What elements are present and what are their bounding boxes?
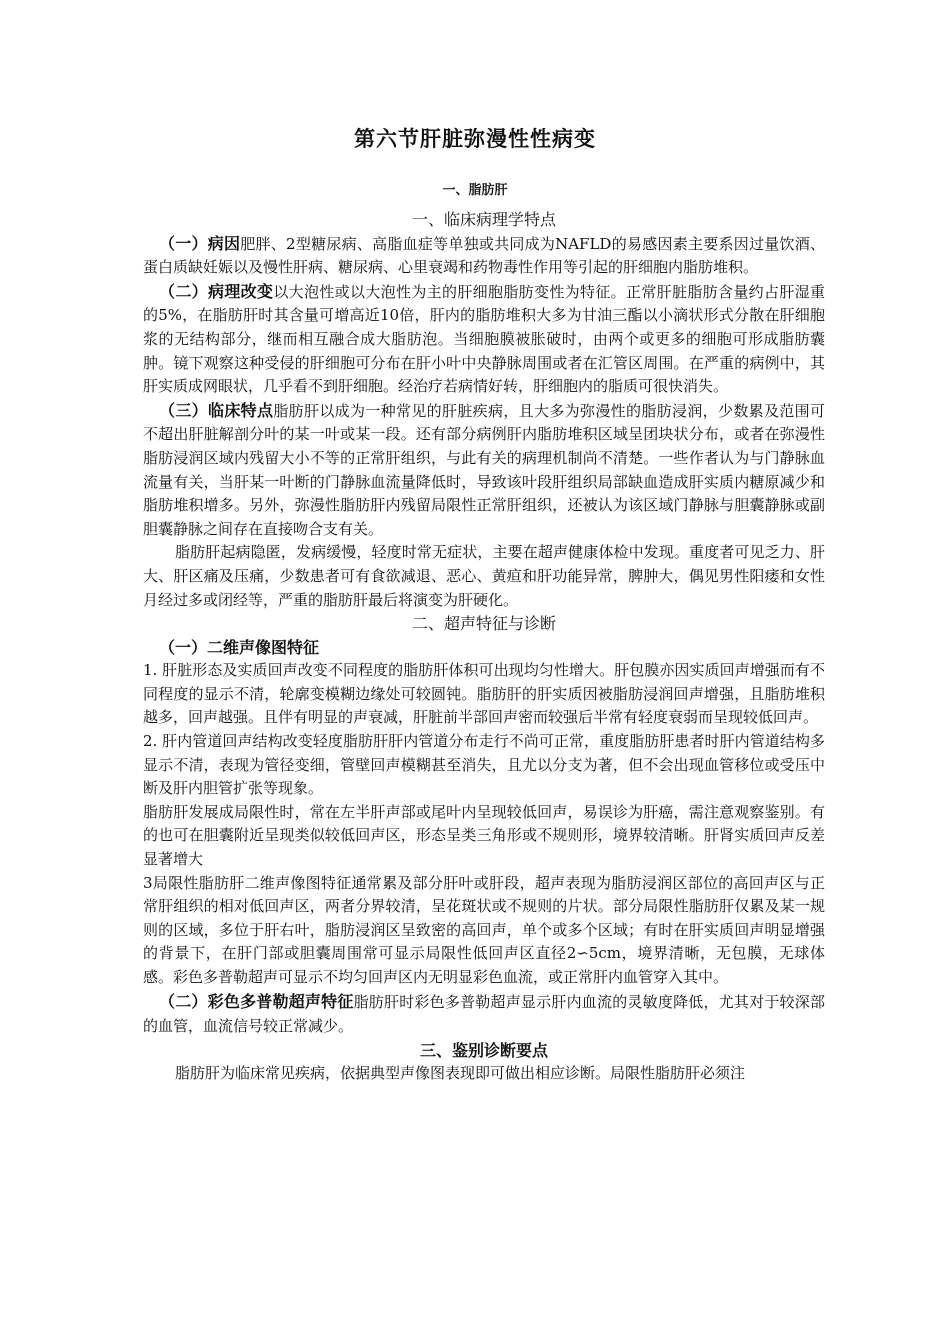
paragraph-symptoms: 脂肪肝起病隐匿，发病缓慢，轻度时常无症状，主要在超声健康体检中发现。重度者可见乏力、肝大、肝区痛及压痛，少数患者可有食欲减退、恶心、黄疸和肝功能异常，脾肿大，偶见男性阳痿和女性月经过多或闭经等，严重的脂肪肝最后将演变为肝硬化。 bbox=[143, 543, 825, 609]
paragraph-lead-pathology: （二）病理改变 bbox=[159, 281, 274, 301]
paragraph-pathology bbox=[143, 280, 825, 399]
page-title: 第六节肝脏弥漫性性病变 bbox=[354, 127, 596, 151]
paragraph-differential: 脂肪肝为临床常见疾病，依据典型声像图表现即可做出相应诊断。局限性脂肪肝必须注 bbox=[175, 1064, 746, 1083]
paragraph-text-color-doppler: 脂肪肝时彩色多普勒超声显示肝内血流的灵敏度降低，尤其对于较深部的血管，血流信号较正常减少。 bbox=[143, 992, 825, 1036]
paragraph-etiology bbox=[143, 232, 825, 280]
subsection-heading-2d: （一）二维声像图特征 bbox=[159, 637, 320, 657]
paragraph-text-clinical-features: 脂肪肝以成为一种常见的肝脏疾病，且大多为弥漫性的脂肪浸润，少数累及范围可不超出肝脏解剖分叶的某一叶或某一段。还有部分病例肝内脂肪堆积区域呈团块状分布，或者在弥漫性脂肪浸润区域内残留大小不等的正常肝组织，与此有关的病理机制尚不清楚。一些作者认为与门静脉血流量有关，当肝某一叶断的门静脉血流量降低时，导致该叶段肝组织局部缺血造成肝实质内糖原减少和脂肪堆积增多。另外，弥漫性脂肪肝内残留局限性正常肝组织，还被认为该区域门静脉与胆囊静脉或副胆囊静脉之间存在直接吻合支有关。 bbox=[143, 401, 825, 538]
paragraph-lead-clinical-features: （三）临床特点 bbox=[159, 400, 274, 420]
paragraph-lead-etiology: （一）病因 bbox=[159, 233, 241, 253]
list-item-morphology: 1. 肝脏形态及实质回声改变不同程度的脂肪肝体积可出现均匀性增大。肝包膜亦因实质回声增强而有不同程度的显示不清，轮廓变模糊边缘处可较圆钝。脂肪肝的肝实质因被脂肪浸润回声增强，且脂肪堆积越多，回声越强。且伴有明显的声衰减，肝脏前半部回声密而较强后半常有轻度衰弱而呈现较低回声。 bbox=[143, 661, 825, 727]
page-subtitle: 一、脂肪肝 bbox=[442, 183, 508, 198]
paragraph-lead-color-doppler: （二）彩色多普勒超声特征 bbox=[159, 991, 354, 1011]
list-item-focal-fatty-liver: 3局限性脂肪肝二维声像图特征通常累及部分肝叶或肝段，超声表现为脂肪浸润区部位的高回声区与正常肝组织的相对低回声区，两者分界较清，呈花斑状或不规则的片状。部分局限性脂肪肝仅累及某一规则的区域，多位于肝右叶，脂肪浸润区呈致密的高回声，单个或多个区域；有时在肝实质回声明显增强的背景下，在肝门部或胆囊周围常可显示局限性低回声区直径2∽5cm，境界清晰，无包膜，无球体感。彩色多普勒超声可显示不均匀回声区内无明显彩色血流，或正常肝内血管穿入其中。 bbox=[143, 873, 825, 986]
paragraph-focal-low-echo: 脂肪肝发展成局限性时，常在左半肝声部或尾叶内呈现较低回声，易误诊为肝癌，需注意观察鉴别。有的也可在胆囊附近呈现类似较低回声区，形态呈类三角形或不规则形，境界较清晰。肝肾实质回声反差显著增大 bbox=[143, 802, 825, 869]
document-body bbox=[143, 208, 825, 1086]
section-heading-clinical-pathology: 一、临床病理学特点 bbox=[411, 210, 556, 229]
section-heading-ultrasound: 二、超声特征与诊断 bbox=[411, 614, 556, 634]
paragraph-text-pathology: 以大泡性或以大泡性为主的肝细胞脂肪变性为特征。正常肝脏脂肪含量约占肝湿重的5%，在脂肪肝时其含量可增高近10倍，肝内的脂肪堆积大多为甘油三酯以小滴状形式分散在肝细胞浆的无结构部分，继而相互融合成大脂肪泡。当细胞膜被胀破时，由两个或更多的细胞可形成脂肪囊肿。镜下观察这种受侵的肝细胞可分布在肝小叶中央静脉周围或者在汇管区周围。在严重的病例中，其肝实质成网眼状，几乎看不到肝细胞。经治疗若病情好转，肝细胞内的脂质可很快消失。 bbox=[143, 282, 825, 396]
paragraph-color-doppler bbox=[143, 990, 825, 1039]
paragraph-text-etiology: 肥胖、2型糖尿病、高脂血症等单独或共同成为NAFLD的易感因素主要系因过量饮酒、蛋白质缺妊娠以及慢性肝病、糖尿病、心里衰竭和药物毒性作用等引起的肝细胞内脂肪堆积。 bbox=[143, 234, 825, 277]
section-heading-differential: 三、鉴别诊断要点 bbox=[419, 1040, 548, 1060]
list-item-ducts: 2. 肝内管道回声结构改变轻度脂肪肝肝内管道分布走行不尚可正常，重度脂肪肝患者时肝内管道结构多显示不清，表现为管径变细，管壁回声模糊甚至消失，且尤以分支为著，但不会出现血管移位或受压中断及肝内胆管扩张等现象。 bbox=[143, 732, 825, 798]
paragraph-clinical-features bbox=[143, 399, 825, 542]
